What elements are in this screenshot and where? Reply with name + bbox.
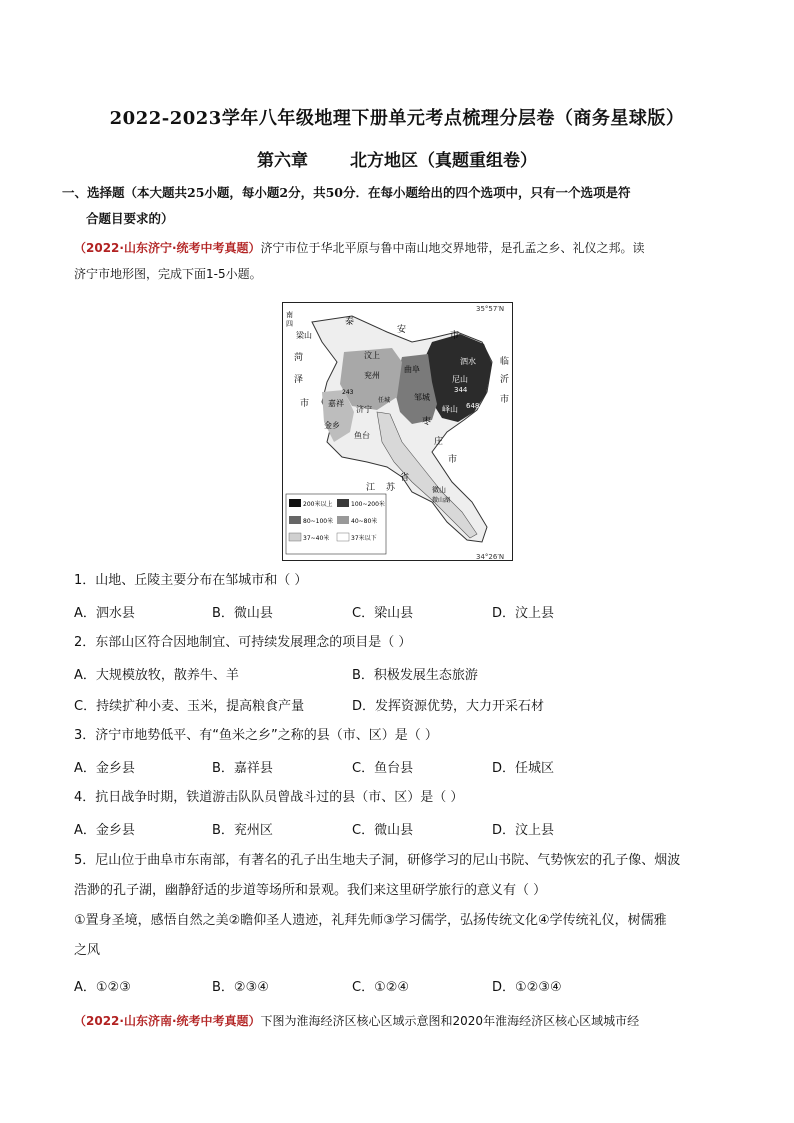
option-a[interactable]: A．大规模放牧，散养牛、羊 xyxy=(74,668,239,683)
section-line-2: 合题目要求的） xyxy=(86,211,174,226)
legend-item-4: 40~80米 xyxy=(351,518,378,525)
map-label-shi-4: 市 xyxy=(448,455,458,465)
map-label-shi-2: 市 xyxy=(300,399,310,409)
map-label-weishan: 微山 xyxy=(432,486,446,494)
map-legend xyxy=(286,494,386,554)
map-label-lin: 临 xyxy=(500,357,510,367)
chapter-number: 第六章 xyxy=(257,151,308,171)
question-5-line-3: ①置身圣境，感悟自然之美②瞻仰圣人遗迹，礼拜先师③学习儒学，弘扬传统文化④学传统礼仪，树儒雅 xyxy=(74,913,667,928)
chapter-title: 北方地区（真题重组卷） xyxy=(350,151,537,171)
map-label-an: 安 xyxy=(397,325,407,335)
map-label-yanzhou: 兖州 xyxy=(364,371,380,380)
map-lat-top: 35°57′N xyxy=(476,305,505,313)
option-b[interactable]: B．微山县 xyxy=(212,606,273,621)
map-label-liangshan: 梁山 xyxy=(296,331,312,340)
chapter-heading xyxy=(0,146,794,171)
option-a[interactable]: A．金乡县 xyxy=(74,823,135,838)
section-line-1: 一、选择题（本大题共25小题，每小题2分，共50分．在每小题给出的四个选项中，只有一个选项是符 xyxy=(62,185,631,200)
map-label-jinxiang: 金乡 xyxy=(324,421,340,430)
option-c[interactable]: C．①②④ xyxy=(352,980,410,995)
option-d[interactable]: D．汶上县 xyxy=(492,606,555,621)
jining-terrain-map xyxy=(282,302,518,564)
question-5-line-1: 5．尼山位于曲阜市东南部，有著名的孔子出生地夫子洞，研修学习的尼山书院、气势恢宏的孔子像、烟波 xyxy=(74,853,681,868)
map-label-tai: 泰 xyxy=(345,317,355,327)
question-5-stem xyxy=(74,846,734,966)
group1-text-1: 济宁市位于华北平原与鲁中南山地交界地带，是孔孟之乡、礼仪之邦。读 xyxy=(260,241,645,255)
option-c[interactable]: C．持续扩种小麦、玉米，提高粮食产量 xyxy=(74,699,305,714)
option-b[interactable]: B．嘉祥县 xyxy=(212,761,273,776)
question-4-options xyxy=(74,819,734,843)
question-1-stem: 1．山地、丘陵主要分布在邹城市和（ ） xyxy=(74,573,308,588)
question-2-stem: 2．东部山区符合因地制宜、可持续发展理念的项目是（ ） xyxy=(74,635,412,650)
map-label-he: 菏 xyxy=(294,353,304,363)
legend-item-2: 100~200米 xyxy=(351,501,385,508)
question-4-stem: 4．抗日战争时期，铁道游击队队员曾战斗过的县（市、区）是（ ） xyxy=(74,790,464,805)
map-label-yishan: 峄山 xyxy=(442,405,458,414)
question-3-stem: 3．济宁市地势低平、有“鱼米之乡”之称的县（市、区）是（ ） xyxy=(74,728,438,743)
map-label-nan: 南 xyxy=(286,311,293,319)
legend-item-5: 37~40米 xyxy=(303,535,330,542)
option-c[interactable]: C．微山县 xyxy=(352,823,414,838)
group1-intro xyxy=(74,235,734,287)
section-heading xyxy=(62,180,742,232)
option-b[interactable]: B．积极发展生态旅游 xyxy=(352,668,478,683)
option-b[interactable]: B．兖州区 xyxy=(212,823,273,838)
map-label-jiang: 江 xyxy=(366,483,376,493)
option-d[interactable]: D．①②③④ xyxy=(492,980,562,995)
map-label-rencheng: 任城 xyxy=(378,397,391,404)
map-label-sishui: 泗水 xyxy=(460,357,476,366)
legend-item-6: 37米以下 xyxy=(351,535,377,542)
map-label-yutai: 鱼台 xyxy=(354,431,370,440)
map-lat-bottom: 34°26′N xyxy=(476,553,505,561)
question-1-options xyxy=(74,602,734,626)
map-label-zao: 枣 xyxy=(422,417,432,427)
group2-text: 下图为淮海经济区核心区域示意图和2020年淮海经济区核心区域城市经 xyxy=(260,1014,640,1028)
map-label-yishan-height: 648.8 xyxy=(466,402,487,410)
question-5-options xyxy=(74,976,734,1000)
option-d[interactable]: D．汶上县 xyxy=(492,823,555,838)
group1-source: （2022·山东济宁·统考中考真题） xyxy=(74,241,261,255)
question-5-line-2: 浩渺的孔子湖，幽静舒适的步道等场所和景观。我们来这里研学旅行的意义有（ ） xyxy=(74,883,547,898)
option-b[interactable]: B．②③④ xyxy=(212,980,269,995)
map-label-zoucheng: 邹城 xyxy=(414,393,430,402)
option-a[interactable]: A．金乡县 xyxy=(74,761,135,776)
map-label-nishan: 尼山 xyxy=(452,375,468,384)
option-a[interactable]: A．①②③ xyxy=(74,980,131,995)
map-label-ze: 泽 xyxy=(294,375,304,385)
question-3-options xyxy=(74,757,734,781)
option-c[interactable]: C．梁山县 xyxy=(352,606,414,621)
group2-source: （2022·山东济南·统考中考真题） xyxy=(74,1014,261,1028)
question-2-options-row-2 xyxy=(74,695,734,719)
option-c[interactable]: C．鱼台县 xyxy=(352,761,414,776)
map-label-jining: 济宁 xyxy=(356,405,372,414)
map-label-shi-1: 市 xyxy=(450,331,460,341)
map-label-zhuang: 庄 xyxy=(434,437,444,447)
question-5-line-4: 之风 xyxy=(74,943,101,958)
option-d[interactable]: D．发挥资源优势，大力开采石材 xyxy=(352,699,545,714)
map-label-jiaxiang: 嘉祥 xyxy=(328,399,344,408)
map-label-wenshang: 汶上 xyxy=(364,351,380,360)
document-title: 2022-2023学年八年级地理下册单元考点梳理分层卷（商务星球版） xyxy=(109,108,685,129)
map-label-peak: 243 xyxy=(342,389,354,396)
group1-text-2: 济宁市地形图，完成下面1-5小题。 xyxy=(74,267,262,281)
option-a[interactable]: A．泗水县 xyxy=(74,606,135,621)
legend-item-3: 80~100米 xyxy=(303,518,334,525)
option-d[interactable]: D．任城区 xyxy=(492,761,555,776)
map-label-nishan-height: 344 xyxy=(454,386,468,394)
map-label-shi-3: 市 xyxy=(500,395,510,405)
group2-intro xyxy=(74,1008,734,1034)
map-label-weishanhu: 微山湖 xyxy=(432,497,451,504)
question-2-options-row-1 xyxy=(74,664,734,688)
map-label-sheng: 省 xyxy=(400,473,410,483)
map-label-yi: 沂 xyxy=(500,375,510,385)
map-label-si: 四 xyxy=(286,320,293,328)
map-label-qufu: 曲阜 xyxy=(404,365,420,374)
map-label-su: 苏 xyxy=(386,483,396,493)
legend-item-1: 200米以上 xyxy=(303,501,333,508)
